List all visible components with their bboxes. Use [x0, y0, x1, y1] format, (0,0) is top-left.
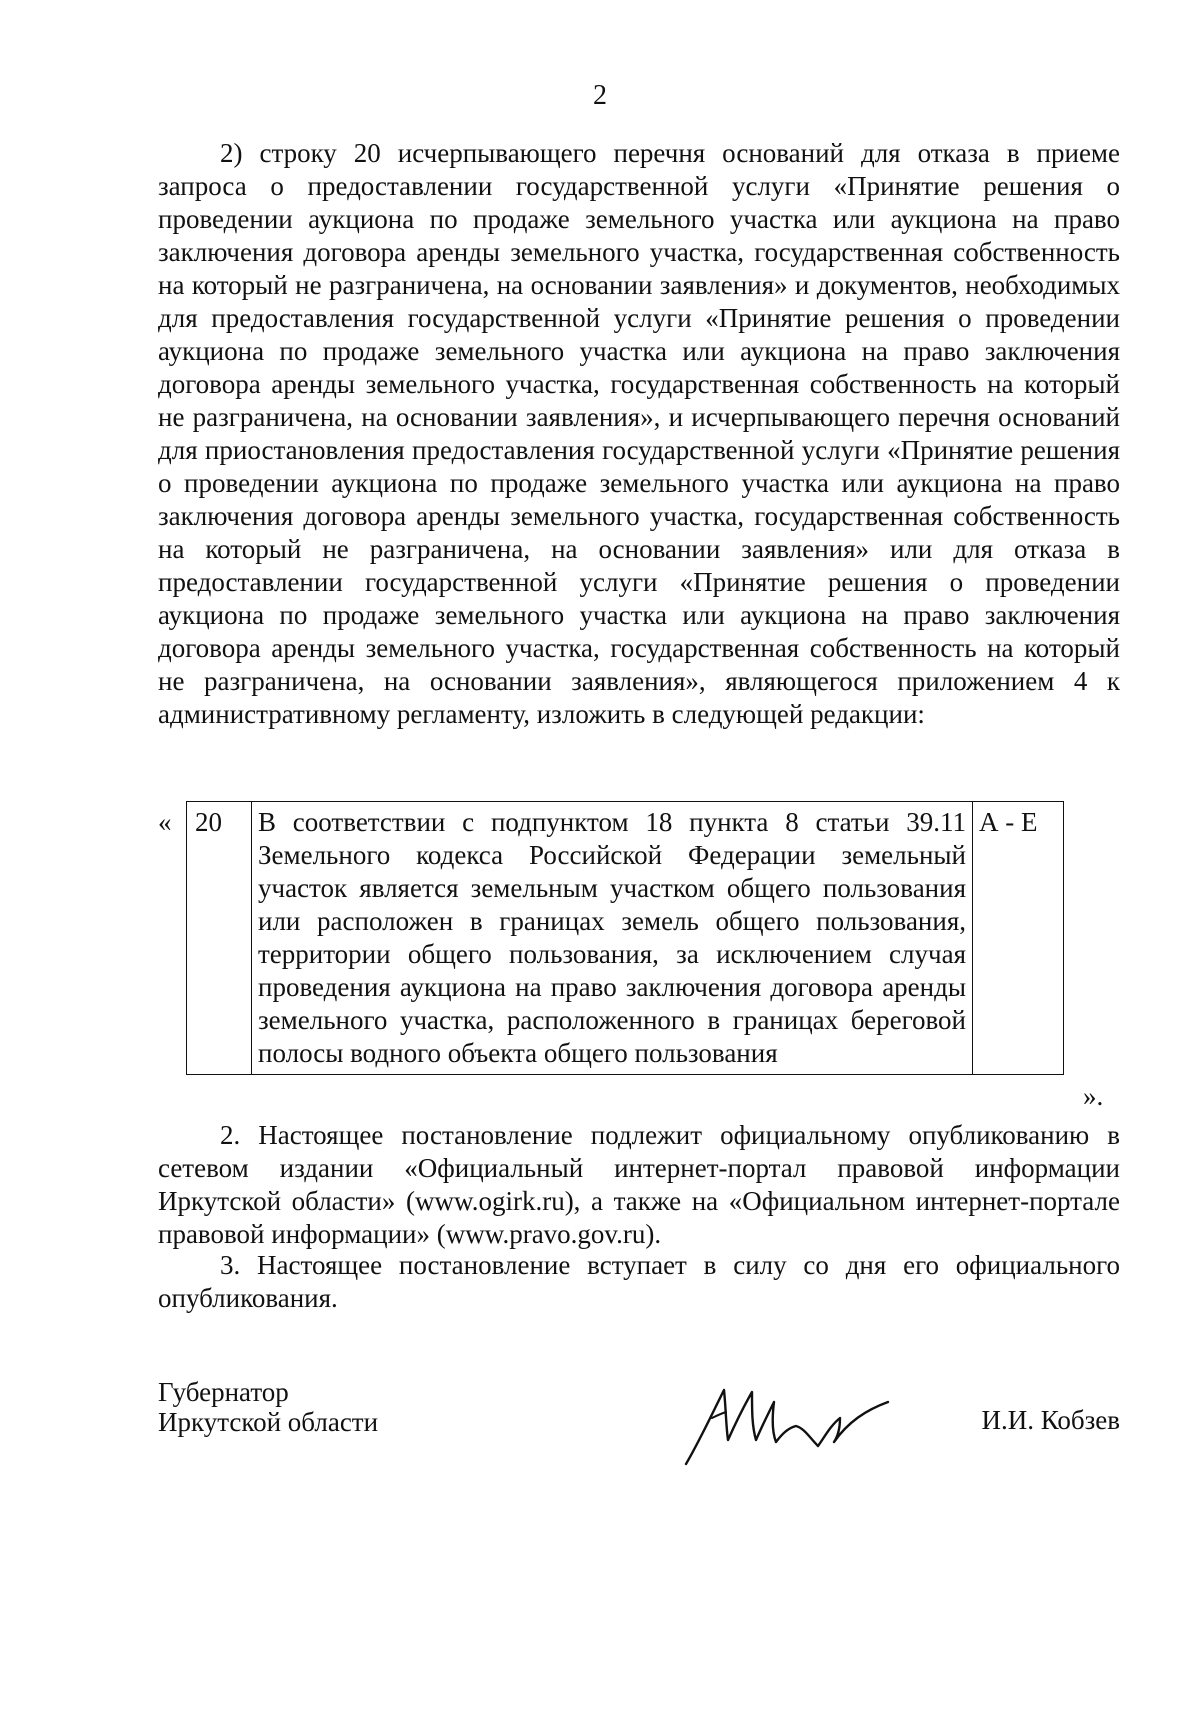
- row-codes-cell: [973, 802, 1064, 1075]
- row-text-cell: В соответствии с подпунктом 18 пункта 8 статьи 39.11 Земельного кодекса Российской Федерации земельный участок является земельным участком общего пользования или расположен в границах земель общего пользования, территории общего пользования, за исключением случая проведения аукциона на право заключения договора аренды земельного участка, расположенного в границах береговой полосы водного объекта общего пользования: [252, 802, 973, 1075]
- page-number: 2: [593, 80, 607, 111]
- amendment-table: [186, 801, 1064, 1075]
- paragraph-amendment-intro: 2) строку 20 исчерпывающего перечня оснований для отказа в приеме запроса о предоставлении государственной услуги «Принятие решения о проведении аукциона по продаже земельного участка или аукциона на право заключения договора аренды земельного участка, государственная собственность на который не разграничена, на основании заявления» и документов, необходимых для предоставления государственной услуги «Принятие решения о проведении аукциона по продаже земельного участка или аукциона на право заключения договора аренды земельного участка, государственная собственность на который не разграничена, на основании заявления», и исчерпывающего перечня оснований для приостановления предоставления государственной услуги «Принятие решения о проведении аукциона по продаже земельного участка или аукциона на право заключения договора аренды земельного участка, государственная собственность на который не разграничена, на основании заявления» или для отказа в предоставлении государственной услуги «Принятие решения о проведении аукциона по продаже земельного участка или аукциона на право заключения договора аренды земельного участка, государственная собственность на который не разграничена, на основании заявления», являющегося приложением 4 к административному регламенту, изложить в следующей редакции:: [158, 138, 1120, 729]
- signatory-title-line1: Губернатор: [158, 1377, 289, 1407]
- row-codes-label: А - Е: [979, 807, 1038, 837]
- row-number-cell: 20: [187, 802, 252, 1075]
- handwritten-signature: [672, 1362, 892, 1472]
- table-open-quote: «: [158, 807, 172, 837]
- signatory-title-line2: Иркутской области: [158, 1407, 379, 1437]
- paragraph-effective-date: 3. Настоящее постановление вступает в силу со дня его официального опубликования.: [158, 1250, 1120, 1313]
- signatory-name: И.И. Кобзев: [981, 1405, 1120, 1435]
- table-close-quote: ».: [1083, 1081, 1104, 1111]
- table-row: [187, 802, 1064, 1075]
- paragraph-publication: 2. Настоящее постановление подлежит официальному опубликованию в сетевом издании «Официальный интернет-портал правовой информации Иркутской области» (www.ogirk.ru), а также на «Официальном интернет-портале правовой информации» (www.pravo.gov.ru).: [158, 1120, 1120, 1249]
- signatory-title: [158, 1377, 378, 1437]
